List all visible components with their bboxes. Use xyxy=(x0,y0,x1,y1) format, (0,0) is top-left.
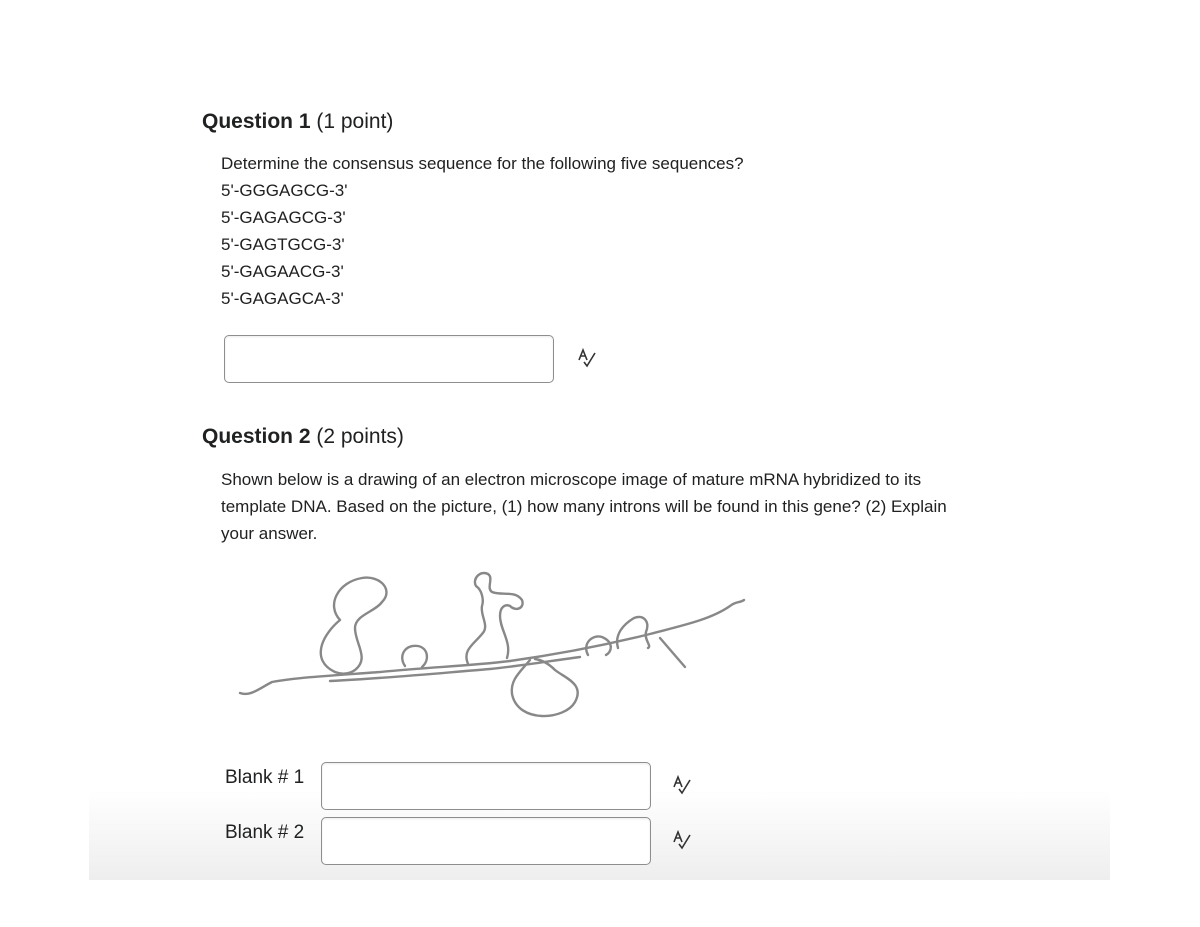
question-2-points: (2 points) xyxy=(316,425,404,448)
question-1-answer-input[interactable] xyxy=(224,335,554,383)
question-1-heading: Question 1 xyxy=(202,110,311,133)
sequence-item: 5'-GAGAGCG-3' xyxy=(221,208,346,227)
sequence-item: 5'-GAGTGCG-3' xyxy=(221,235,345,254)
prompt-line: template DNA. Based on the picture, (1) how many introns will be found in this gene? (2) Explain xyxy=(221,497,947,516)
em-hybrid-drawing xyxy=(230,560,750,730)
prompt-line: your answer. xyxy=(221,524,318,543)
sequence-item: 5'-GAGAGCA-3' xyxy=(221,289,344,308)
sequence-item: 5'-GAGAACG-3' xyxy=(221,262,344,281)
question-2-title xyxy=(202,425,404,449)
question-1-title xyxy=(202,110,393,134)
sequence-item: 5'-GGGAGCG-3' xyxy=(221,181,348,200)
sequence-list xyxy=(221,177,347,312)
blank-1-input[interactable] xyxy=(321,762,651,810)
spellcheck-icon[interactable] xyxy=(671,829,693,851)
prompt-line: Shown below is a drawing of an electron microscope image of mature mRNA hybridized to its xyxy=(221,470,922,489)
blank-1-label: Blank # 1 xyxy=(225,767,305,788)
question-2-prompt xyxy=(221,466,947,547)
question-2-heading: Question 2 xyxy=(202,425,311,448)
question-1-points: (1 point) xyxy=(316,110,394,133)
blank-2-input[interactable] xyxy=(321,817,651,865)
question-1-prompt: Determine the consensus sequence for the following five sequences? xyxy=(221,154,744,173)
blank-2-label: Blank # 2 xyxy=(225,822,305,843)
spellcheck-icon[interactable] xyxy=(576,347,598,369)
spellcheck-icon[interactable] xyxy=(671,774,693,796)
